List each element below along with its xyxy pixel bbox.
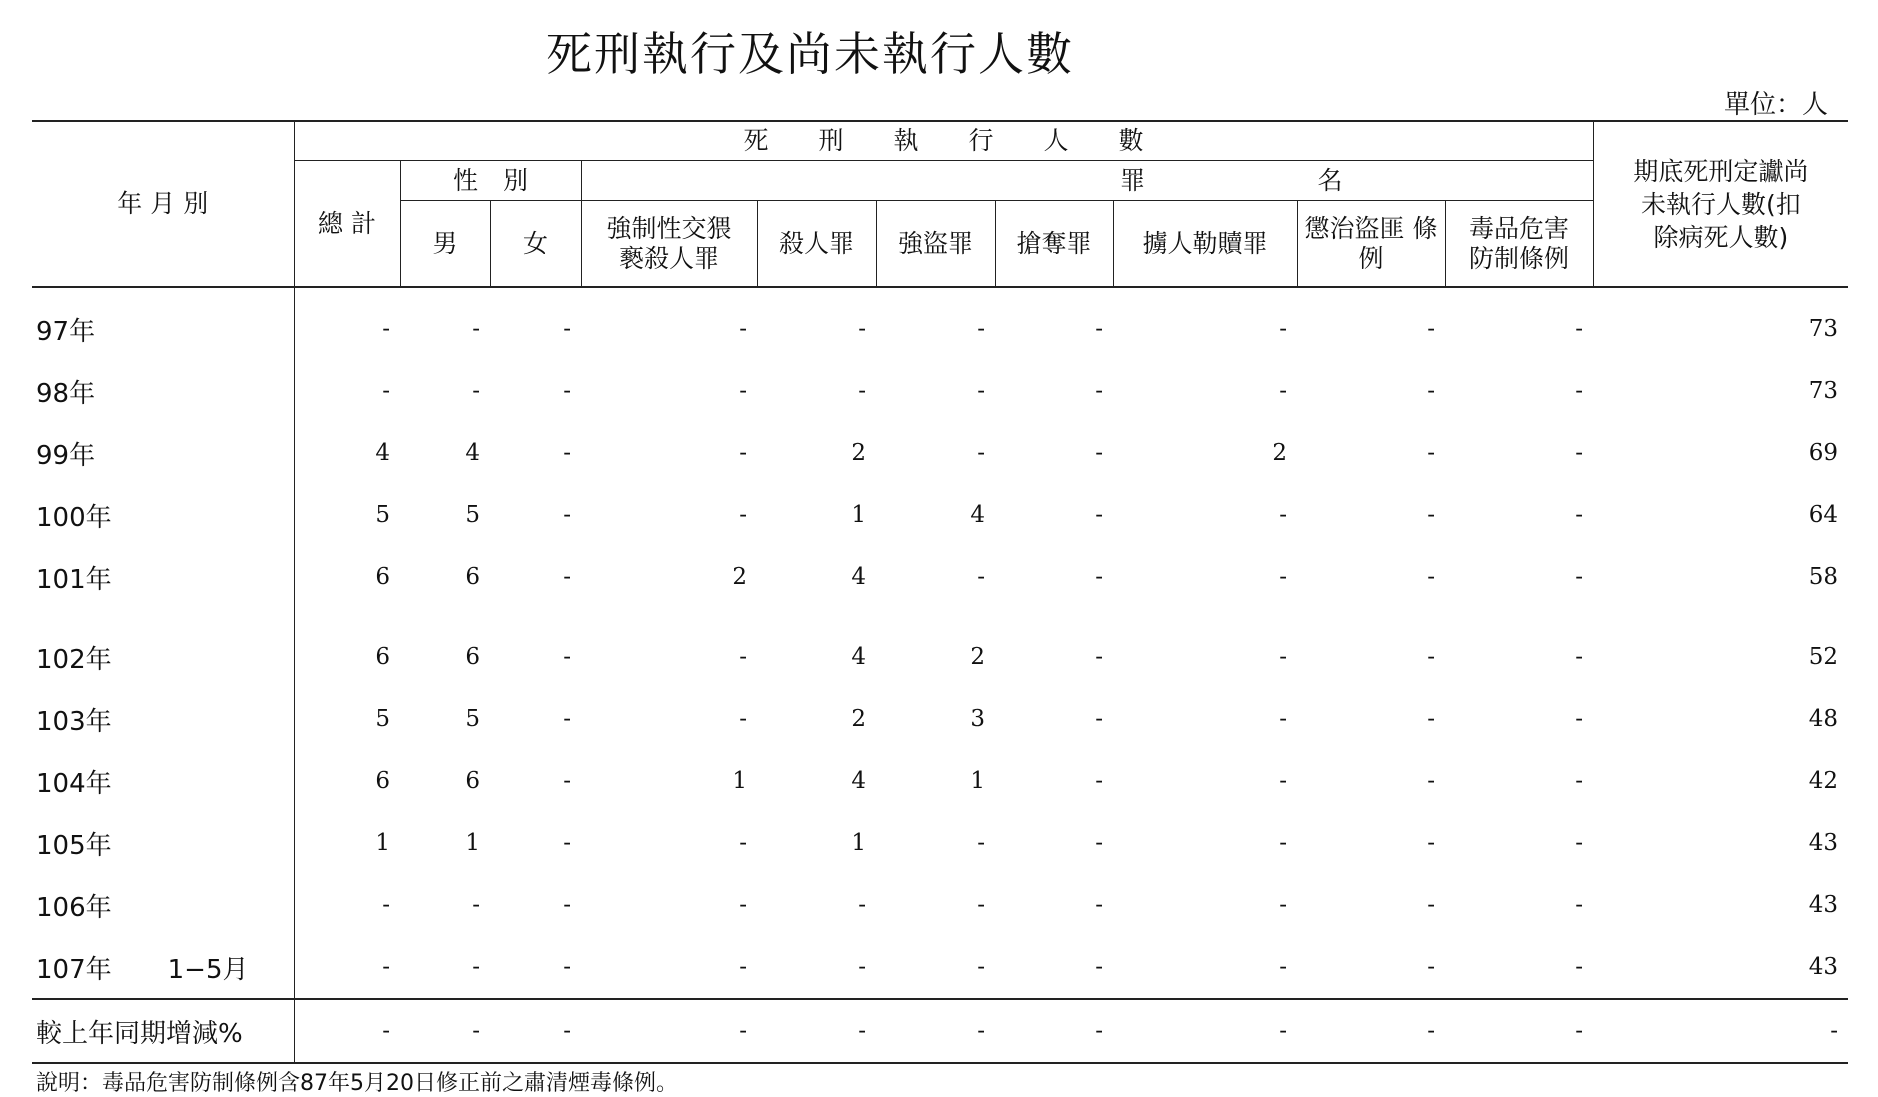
cell-total: - (382, 954, 390, 980)
year-label: 104年 (36, 768, 112, 799)
cell-murder: - (858, 892, 866, 918)
cell-robbery: 1 (970, 768, 985, 794)
table-header (32, 121, 1848, 287)
cell-male: 4 (465, 440, 480, 466)
cell-murder: 4 (851, 564, 866, 590)
cell-male: 6 (465, 768, 480, 794)
header-snatching: 搶奪罪 (995, 201, 1113, 288)
cell-kidnap: - (1279, 768, 1287, 794)
header-total: 總 計 (294, 161, 400, 288)
header-gender: 性 別 (400, 161, 581, 201)
cell-sexual-murder: - (739, 892, 747, 918)
year-label: 103年 (36, 706, 112, 737)
cell-kidnap: - (1279, 378, 1287, 404)
cell-pending: 64 (1808, 502, 1839, 528)
cell-male: 6 (465, 564, 480, 590)
cell-snatching: - (1095, 644, 1103, 670)
cell-robbery: 2 (970, 644, 985, 670)
month-label: 1−5月 (167, 954, 249, 985)
year-label: 107年 (36, 954, 112, 985)
cell-female: - (490, 999, 581, 1063)
header-kidnap: 擄人勒贖罪 (1113, 201, 1297, 288)
unit-label: 單位：人 (1723, 90, 1828, 120)
footnote: 說明：毒品危害防制條例含87年5月20日修正前之肅清煙毒條例。 (36, 1071, 678, 1096)
cell-drugs: - (1575, 706, 1584, 732)
cell-robbery: - (977, 440, 985, 466)
cell-pending: - (1593, 999, 1848, 1063)
cell-pending: 69 (1808, 440, 1839, 466)
cell-snatching: - (1095, 954, 1103, 980)
cell-female: - (563, 830, 571, 856)
header-year: 年 月 別 (32, 121, 294, 287)
year-label: 101年 (36, 564, 112, 595)
cell-female: - (563, 954, 571, 980)
cell-pending: 58 (1808, 564, 1839, 590)
year-cell (32, 626, 294, 688)
cell-drugs: - (1575, 378, 1584, 404)
table-row (32, 626, 1848, 688)
cell-female: - (563, 378, 571, 404)
cell-sexual-murder: - (739, 316, 747, 342)
header-banditry (1297, 201, 1445, 288)
cell-sexual-murder: - (739, 706, 747, 732)
cell-male: 5 (465, 706, 480, 732)
year-label: 98年 (36, 378, 96, 409)
year-cell (32, 812, 294, 874)
year-cell (32, 688, 294, 750)
cell-murder: - (858, 316, 866, 342)
header-female: 女 (490, 201, 581, 288)
year-cell (32, 546, 294, 608)
cell-sexual-murder: 1 (732, 768, 747, 794)
cell-male: - (472, 892, 480, 918)
header-male: 男 (400, 201, 490, 288)
table-row (32, 688, 1848, 750)
cell-pending: 48 (1808, 706, 1839, 732)
header-robbery: 強盜罪 (876, 201, 995, 288)
cell-male: - (472, 316, 480, 342)
year-cell (32, 422, 294, 484)
cell-pending: 42 (1808, 768, 1839, 794)
cell-kidnap: - (1279, 644, 1287, 670)
cell-male: - (472, 378, 480, 404)
cell-total: 6 (375, 644, 390, 670)
cell-snatching: - (1095, 768, 1103, 794)
cell-robbery: - (876, 999, 995, 1063)
year-cell (32, 936, 294, 999)
header-banditry-text: 懲治盜匪 條例 (1304, 213, 1438, 273)
cell-snatching: - (1095, 830, 1103, 856)
table-row (32, 422, 1848, 484)
cell-drugs: - (1575, 954, 1584, 980)
cell-sexual-murder: - (739, 378, 747, 404)
cell-banditry: - (1427, 892, 1435, 918)
table-row (32, 484, 1848, 546)
header-pending-text: 期底死刑定讞尚未執行人數(扣除病死人數) (1633, 156, 1809, 252)
table-row (32, 546, 1848, 608)
cell-banditry: - (1427, 564, 1435, 590)
cell-male: 5 (465, 502, 480, 528)
cell-kidnap: - (1279, 830, 1287, 856)
cell-drugs: - (1575, 316, 1584, 342)
cell-male: 1 (465, 830, 480, 856)
year-label: 106年 (36, 892, 112, 923)
change-row (32, 999, 1848, 1063)
cell-female: - (563, 706, 571, 732)
cell-total: 6 (375, 564, 390, 590)
header-murder: 殺人罪 (757, 201, 876, 288)
cell-kidnap: - (1279, 954, 1287, 980)
cell-female: - (563, 768, 571, 794)
cell-total: 5 (375, 706, 390, 732)
cell-sexual-murder: - (739, 830, 747, 856)
year-cell (32, 484, 294, 546)
cell-pending: 52 (1808, 644, 1839, 670)
cell-kidnap: - (1279, 502, 1287, 528)
death-penalty-table (32, 120, 1848, 1064)
year-label: 100年 (36, 502, 112, 533)
cell-drugs: - (1575, 502, 1584, 528)
cell-banditry: - (1427, 502, 1435, 528)
cell-banditry: - (1427, 378, 1435, 404)
cell-murder: 1 (851, 502, 866, 528)
cell-male: - (400, 999, 490, 1063)
cell-pending: 43 (1808, 830, 1839, 856)
cell-female: - (563, 502, 571, 528)
cell-snatching: - (1095, 440, 1103, 466)
cell-murder: - (858, 378, 866, 404)
cell-banditry: - (1427, 440, 1435, 466)
cell-robbery: - (977, 954, 985, 980)
cell-robbery: - (977, 564, 985, 590)
year-label: 99年 (36, 440, 96, 471)
page-title: 死刑執行及尚未執行人數 (546, 27, 1074, 81)
cell-snatching: - (1095, 316, 1103, 342)
cell-sexual-murder: - (739, 954, 747, 980)
header-crime-left: 罪 (1120, 165, 1146, 195)
year-label: 97年 (36, 316, 96, 347)
header-crime-right: 名 (1317, 165, 1343, 195)
cell-pending: 43 (1808, 892, 1839, 918)
header-crime (581, 161, 1593, 201)
cell-pending: 73 (1808, 378, 1839, 404)
cell-female: - (563, 440, 571, 466)
cell-female: - (563, 564, 571, 590)
cell-banditry: - (1297, 999, 1445, 1063)
cell-kidnap: - (1279, 564, 1287, 590)
cell-male: - (472, 954, 480, 980)
cell-drugs: - (1575, 440, 1584, 466)
cell-snatching: - (1095, 378, 1103, 404)
header-executed: 死 刑 執 行 人 數 (294, 121, 1593, 161)
cell-kidnap: - (1279, 316, 1287, 342)
cell-murder: 1 (851, 830, 866, 856)
cell-pending: 43 (1808, 954, 1839, 980)
cell-kidnap: - (1279, 892, 1287, 918)
cell-sexual-murder: - (739, 440, 747, 466)
cell-male: 6 (465, 644, 480, 670)
cell-robbery: 3 (970, 706, 985, 732)
cell-kidnap: - (1113, 999, 1297, 1063)
table-body (32, 287, 1848, 1063)
cell-robbery: - (977, 830, 985, 856)
cell-total: 1 (375, 830, 390, 856)
table-row (32, 360, 1848, 422)
change-label (32, 999, 294, 1063)
year-cell (32, 287, 294, 360)
header-drugs-text: 毒品危害防制條例 (1469, 213, 1570, 273)
cell-kidnap: - (1279, 706, 1287, 732)
cell-drugs: - (1575, 564, 1584, 590)
cell-total: - (294, 999, 400, 1063)
header-drugs (1445, 201, 1593, 288)
cell-murder: 4 (851, 644, 866, 670)
cell-total: 6 (375, 768, 390, 794)
header-pending (1593, 121, 1848, 287)
cell-banditry: - (1427, 954, 1435, 980)
cell-snatching: - (995, 999, 1113, 1063)
cell-snatching: - (1095, 706, 1103, 732)
year-cell (32, 874, 294, 936)
cell-drugs: - (1445, 999, 1593, 1063)
header-sexual-murder-text: 強制性交猥褻殺人罪 (606, 213, 732, 273)
cell-total: - (382, 316, 390, 342)
cell-murder: - (757, 999, 876, 1063)
row-spacer (32, 608, 1848, 626)
cell-total: - (382, 378, 390, 404)
cell-murder: - (858, 954, 866, 980)
cell-robbery: - (977, 316, 985, 342)
cell-banditry: - (1427, 768, 1435, 794)
cell-female: - (563, 892, 571, 918)
cell-drugs: - (1575, 644, 1584, 670)
table-row (32, 750, 1848, 812)
cell-snatching: - (1095, 564, 1103, 590)
cell-pending: 73 (1808, 316, 1839, 342)
header-sexual-murder (581, 201, 757, 288)
cell-banditry: - (1427, 316, 1435, 342)
cell-murder: 2 (851, 706, 866, 732)
cell-banditry: - (1427, 644, 1435, 670)
cell-sexual-murder: 2 (732, 564, 747, 590)
cell-sexual-murder: - (581, 999, 757, 1063)
cell-total: 4 (375, 440, 390, 466)
cell-banditry: - (1427, 830, 1435, 856)
year-label: 105年 (36, 830, 112, 861)
cell-drugs: - (1575, 830, 1584, 856)
cell-banditry: - (1427, 706, 1435, 732)
table-row (32, 812, 1848, 874)
cell-drugs: - (1575, 892, 1584, 918)
table-row (32, 874, 1848, 936)
cell-robbery: - (977, 892, 985, 918)
year-label: 較上年同期增減% (36, 1018, 243, 1049)
cell-snatching: - (1095, 892, 1103, 918)
table-row (32, 287, 1848, 360)
year-label: 102年 (36, 644, 112, 675)
year-cell (32, 750, 294, 812)
cell-robbery: - (977, 378, 985, 404)
cell-snatching: - (1095, 502, 1103, 528)
cell-total: 5 (375, 502, 390, 528)
spacer-cell (294, 608, 1848, 626)
table-row (32, 936, 1848, 999)
year-cell (32, 360, 294, 422)
spacer-cell (32, 608, 294, 626)
cell-female: - (563, 644, 571, 670)
cell-total: - (382, 892, 390, 918)
cell-sexual-murder: - (739, 644, 747, 670)
cell-female: - (563, 316, 571, 342)
cell-kidnap: 2 (1272, 440, 1287, 466)
cell-drugs: - (1575, 768, 1584, 794)
cell-robbery: 4 (970, 502, 985, 528)
cell-sexual-murder: - (739, 502, 747, 528)
cell-murder: 2 (851, 440, 866, 466)
cell-murder: 4 (851, 768, 866, 794)
